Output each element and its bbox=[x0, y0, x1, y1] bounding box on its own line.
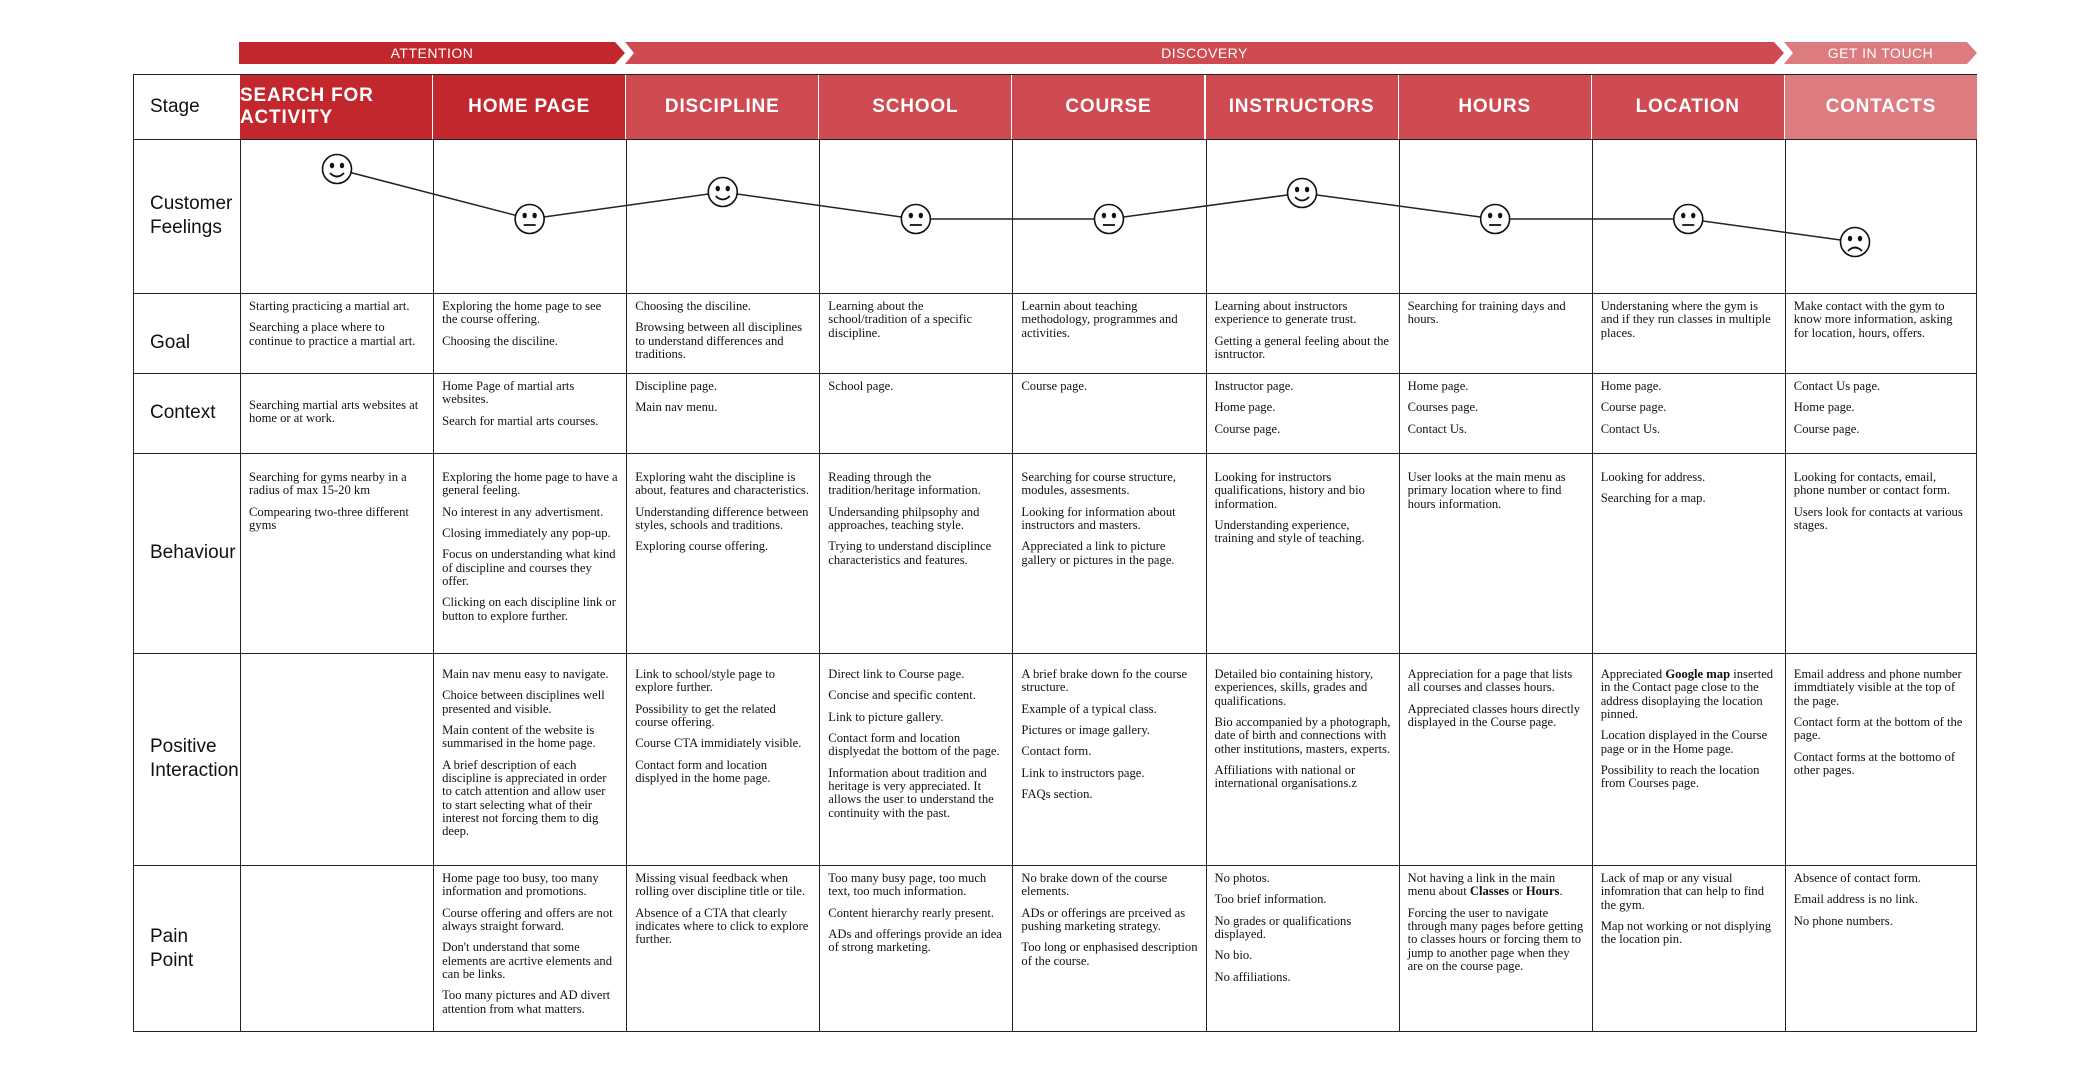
goal-item: Make contact with the gym to know more information, asking for location, hours, offers. bbox=[1793, 299, 1953, 340]
context-item: Courses page. bbox=[1407, 400, 1479, 415]
row-label-stage: Stage bbox=[150, 96, 200, 118]
context-item: Contact Us. bbox=[1407, 421, 1468, 436]
goal-item: Searching a place where to continue to practice a martial art. bbox=[249, 320, 416, 348]
feelings-row bbox=[240, 139, 1978, 293]
positive-cell-8 bbox=[1785, 653, 1978, 865]
context-cell-2 bbox=[626, 373, 819, 453]
stage-header-4: COURSE bbox=[1012, 75, 1205, 139]
pain-item: Content hierarchy rearly present. bbox=[828, 905, 995, 920]
context-item: Searching martial arts websites at home or at work. bbox=[249, 398, 419, 426]
positive-cell-1 bbox=[433, 653, 626, 865]
goal-cell-8 bbox=[1785, 293, 1978, 373]
feelings-line bbox=[337, 169, 1855, 242]
behaviour-cell-2 bbox=[626, 453, 819, 653]
behaviour-item: Exploring the home page to have a general feeling. bbox=[442, 470, 618, 498]
row-divider bbox=[134, 139, 1976, 140]
pain-cell-1 bbox=[433, 865, 626, 1033]
behaviour-item: Exploring waht the discipline is about, features and characteristics. bbox=[635, 470, 809, 498]
stage-header-7: LOCATION bbox=[1592, 75, 1785, 139]
behaviour-item: Searching for course structure, modules, assesments. bbox=[1021, 470, 1176, 498]
goal-cell-6 bbox=[1399, 293, 1592, 373]
behaviour-cell-7 bbox=[1592, 453, 1785, 653]
behaviour-item: Users look for contacts at various stages. bbox=[1793, 504, 1963, 533]
context-item: Home page. bbox=[1600, 379, 1662, 393]
positive-cell-7 bbox=[1592, 653, 1785, 865]
phase-bar bbox=[239, 42, 1977, 64]
row-label-positive: Positive Interaction bbox=[150, 736, 239, 781]
goal-cell-3 bbox=[819, 293, 1012, 373]
pain-item: Absence of a CTA that clearly indicates where to click to explore further. bbox=[635, 905, 809, 947]
positive-item: Link to instructors page. bbox=[1021, 765, 1145, 780]
pain-cell-8 bbox=[1785, 865, 1978, 1033]
positive-item: A brief brake down fo the course structure. bbox=[1021, 667, 1188, 695]
positive-item: Choice between disciplines well presented and visible. bbox=[442, 688, 605, 716]
behaviour-item: Looking for contacts, email, phone number or contact form. bbox=[1793, 470, 1951, 498]
behaviour-item: Looking for information about instructors and masters. bbox=[1021, 504, 1176, 533]
pain-item: Home page too busy, too many information and promotions. bbox=[442, 871, 599, 899]
phase-attention-label: ATTENTION bbox=[390, 45, 474, 61]
behaviour-cell-1 bbox=[433, 453, 626, 653]
positive-item: Course CTA immidiately visible. bbox=[635, 736, 802, 751]
face-happy-icon bbox=[708, 178, 737, 207]
context-item: Course page. bbox=[1793, 421, 1860, 436]
positive-item: Possibility to reach the location from Courses page. bbox=[1600, 763, 1760, 791]
positive-item: Affiliations with national or international organisations.z bbox=[1214, 763, 1357, 791]
behaviour-item: Understanding difference between styles, schools and traditions. bbox=[635, 504, 809, 533]
positive-item: Possibility to get the related course offering. bbox=[635, 701, 776, 730]
goal-cell-1 bbox=[433, 293, 626, 373]
positive-item: Contact form at the bottom of the page. bbox=[1793, 715, 1963, 743]
behaviour-item: Understanding experience, training and style of teaching. bbox=[1214, 518, 1365, 546]
context-item: Search for martial arts courses. bbox=[442, 413, 599, 428]
stage-header-8: CONTACTS bbox=[1785, 75, 1978, 139]
behaviour-cell-8 bbox=[1785, 453, 1978, 653]
behaviour-item: Appreciated a link to picture gallery or pictures in the page. bbox=[1021, 539, 1175, 567]
positive-item: Detailed bio containing history, experiences, skills, grades and qualifications. bbox=[1214, 667, 1374, 708]
behaviour-item: User looks at the main menu as primary location where to find hours information. bbox=[1407, 470, 1566, 511]
context-cell-1 bbox=[433, 373, 626, 453]
pain-cell-0 bbox=[240, 865, 433, 1033]
pain-item: Absence of contact form. bbox=[1793, 871, 1922, 885]
context-cell-3 bbox=[819, 373, 1012, 453]
behaviour-item: No interest in any advertisment. bbox=[442, 504, 604, 519]
positive-item: Contact form. bbox=[1021, 744, 1092, 759]
positive-item: FAQs section. bbox=[1021, 787, 1093, 802]
face-neutral-icon bbox=[1481, 205, 1510, 234]
positive-item: Link to picture gallery. bbox=[828, 709, 944, 724]
context-cell-4 bbox=[1012, 373, 1205, 453]
feelings-curve bbox=[240, 139, 1978, 293]
pain-item: ADs and offerings provide an idea of strong marketing. bbox=[828, 927, 1002, 955]
row-label-goal: Goal bbox=[150, 332, 191, 354]
positive-item: Pictures or image gallery. bbox=[1021, 723, 1150, 738]
stage-header-3: SCHOOL bbox=[819, 75, 1012, 139]
context-cell-7 bbox=[1592, 373, 1785, 453]
pain-cell-2 bbox=[626, 865, 819, 1033]
context-item: Instructor page. bbox=[1214, 379, 1294, 393]
context-item: Course page. bbox=[1214, 421, 1281, 436]
positive-item: Concise and specific content. bbox=[828, 688, 976, 703]
pain-item: Missing visual feedback when rolling over discipline title or tile. bbox=[635, 871, 806, 899]
context-item: Home Page of martial arts websites. bbox=[442, 379, 575, 407]
pain-item: Don't understand that some elements are acrtive elements and can be links. bbox=[442, 940, 613, 982]
positive-item: Main nav menu easy to navigate. bbox=[442, 667, 609, 681]
positive-cell-4 bbox=[1012, 653, 1205, 865]
stage-header-5: INSTRUCTORS bbox=[1206, 75, 1399, 139]
positive-item: Appreciated Google map inserted in the Contact page close to the address disoplaying the location pinned. bbox=[1600, 667, 1774, 722]
goal-cell-4 bbox=[1012, 293, 1205, 373]
pain-item: Email address is no link. bbox=[1793, 892, 1918, 907]
stage-header-1: HOME PAGE bbox=[433, 75, 626, 139]
pain-item: Forcing the user to navigate through many pages before getting to classes hours or forcing them to jump to another page when they are on the course page. bbox=[1407, 905, 1584, 974]
positive-item: Link to school/style page to explore further. bbox=[635, 667, 776, 695]
behaviour-item: Searching for a map. bbox=[1600, 491, 1706, 506]
behaviour-item: Focus on understanding what kind of discipline and courses they offer. bbox=[442, 547, 616, 589]
positive-item: A brief description of each discipline is appreciated in order to catch attention and allow user to start selecting what of their interest not forcing them to dig deep. bbox=[442, 757, 607, 839]
positive-item: Email address and phone number immdtiately visible at the top of the page. bbox=[1793, 667, 1962, 708]
behaviour-item: Searching for gyms nearby in a radius of max 15-20 km bbox=[249, 470, 407, 498]
context-cell-5 bbox=[1206, 373, 1399, 453]
positive-item: Contact forms at the bottomo of other pages. bbox=[1793, 749, 1956, 778]
pain-cell-4 bbox=[1012, 865, 1205, 1033]
context-item: Course page. bbox=[1021, 379, 1088, 393]
behaviour-item: Closing immediately any pop-up. bbox=[442, 526, 611, 541]
context-item: Main nav menu. bbox=[635, 400, 718, 415]
row-label-pain: Pain Point bbox=[150, 926, 194, 971]
positive-item: Appreciation for a page that lists all courses and classes hours. bbox=[1407, 667, 1573, 695]
goal-item: Understaning where the gym is and if they run classes in multiple places. bbox=[1600, 299, 1771, 340]
positive-item: Contact form and location displyed in the home page. bbox=[635, 757, 771, 786]
positive-cell-2 bbox=[626, 653, 819, 865]
behaviour-item: Looking for instructors qualifications, history and bio information. bbox=[1214, 470, 1365, 511]
pain-item: Too brief information. bbox=[1214, 892, 1327, 907]
positive-item: Contact form and location displyedat the bottom of the page. bbox=[828, 731, 1000, 759]
goal-item: Learning about the school/tradition of a specific discipline. bbox=[828, 299, 973, 340]
goal-cell-0 bbox=[240, 293, 433, 373]
positive-cell-0 bbox=[240, 653, 433, 865]
positive-item: Information about tradition and heritage is very appreciated. It allows the user to understand the continuity with the past. bbox=[828, 765, 994, 820]
pain-cell-3 bbox=[819, 865, 1012, 1033]
pain-item: Too many busy page, too much text, too much information. bbox=[828, 871, 987, 899]
context-item: Contact Us. bbox=[1600, 421, 1661, 436]
behaviour-cell-6 bbox=[1399, 453, 1592, 653]
context-item: Home page. bbox=[1793, 400, 1855, 415]
goal-item: Learning about instructors experience to generate trust. bbox=[1214, 299, 1357, 327]
context-item: Discipline page. bbox=[635, 379, 718, 393]
behaviour-item: Looking for address. bbox=[1600, 470, 1706, 484]
pain-item: No brake down of the course elements. bbox=[1021, 871, 1168, 899]
positive-item: Main content of the website is summarised in the home page. bbox=[442, 723, 596, 751]
context-item: Home page. bbox=[1214, 400, 1276, 415]
pain-cell-6 bbox=[1399, 865, 1592, 1033]
goal-item: Getting a general feeling about the isntructor. bbox=[1214, 333, 1389, 362]
face-neutral-icon bbox=[901, 205, 930, 234]
context-cell-8 bbox=[1785, 373, 1978, 453]
pain-cell-5 bbox=[1206, 865, 1399, 1033]
goal-cell-2 bbox=[626, 293, 819, 373]
face-neutral-icon bbox=[1674, 205, 1703, 234]
context-item: School page. bbox=[828, 379, 894, 393]
pain-item: Not having a link in the main menu about Classes or Hours. bbox=[1407, 871, 1563, 899]
behaviour-item: Compearing two-three different gyms bbox=[249, 504, 409, 533]
goal-item: Learnin about teaching methodology, programmes and activities. bbox=[1021, 299, 1178, 340]
positive-cell-5 bbox=[1206, 653, 1399, 865]
goal-cell-5 bbox=[1206, 293, 1399, 373]
pain-item: No bio. bbox=[1214, 948, 1253, 963]
context-item: Contact Us page. bbox=[1793, 379, 1881, 393]
goal-item: Choosing the disciline. bbox=[635, 299, 751, 313]
positive-item: Location displayed in the Course page or in the Home page. bbox=[1600, 728, 1768, 756]
positive-cell-3 bbox=[819, 653, 1012, 865]
behaviour-cell-4 bbox=[1012, 453, 1205, 653]
pain-item: Too many pictures and AD divert attention from what matters. bbox=[442, 988, 611, 1016]
pain-item: Map not working or not displying the location pin. bbox=[1600, 919, 1772, 947]
stage-header-2: DISCIPLINE bbox=[626, 75, 819, 139]
positive-item: Appreciated classes hours directly displayed in the Course page. bbox=[1407, 701, 1580, 730]
row-label-feelings: Customer Feelings bbox=[150, 193, 233, 238]
pain-item: ADs or offerings are prceived as pushing marketing strategy. bbox=[1021, 905, 1186, 934]
context-cell-0 bbox=[240, 373, 433, 453]
behaviour-item: Reading through the tradition/heritage information. bbox=[828, 470, 981, 498]
row-label-behaviour: Behaviour bbox=[150, 542, 236, 564]
stage-header-0: SEARCH FOR ACTIVITY bbox=[240, 75, 433, 139]
positive-cell-6 bbox=[1399, 653, 1592, 865]
pain-item: No grades or qualifications displayed. bbox=[1214, 913, 1352, 942]
positive-item: Bio accompanied by a photograph, date of birth and connections with other institutions, masters, experts. bbox=[1214, 715, 1391, 756]
phase-discovery-label: DISCOVERY bbox=[1161, 45, 1248, 61]
behaviour-item: Undersanding philpsophy and approaches, teaching style. bbox=[828, 504, 980, 533]
goal-item: Choosing the disciline. bbox=[442, 333, 558, 348]
behaviour-item: Exploring course offering. bbox=[635, 539, 769, 554]
behaviour-item: Trying to understand disciplince characteristics and features. bbox=[828, 539, 992, 567]
pain-item: No affiliations. bbox=[1214, 969, 1291, 984]
goal-cell-7 bbox=[1592, 293, 1785, 373]
behaviour-cell-3 bbox=[819, 453, 1012, 653]
face-happy-icon bbox=[1288, 179, 1317, 208]
face-sad-icon bbox=[1841, 228, 1870, 257]
pain-item: Lack of map or any visual infomration that can help to find the gym. bbox=[1600, 871, 1765, 912]
positive-item: Example of a typical class. bbox=[1021, 701, 1157, 716]
behaviour-cell-0 bbox=[240, 453, 433, 653]
goal-item: Searching for training days and hours. bbox=[1407, 299, 1566, 327]
goal-item: Browsing between all disciplines to understand differences and traditions. bbox=[635, 320, 803, 362]
context-cell-6 bbox=[1399, 373, 1592, 453]
pain-item: No phone numbers. bbox=[1793, 913, 1893, 928]
journey-map-grid bbox=[133, 74, 1977, 1032]
row-label-context: Context bbox=[150, 402, 216, 424]
behaviour-item: Clicking on each discipline link or button to explore further. bbox=[442, 595, 616, 623]
face-neutral-icon bbox=[515, 205, 544, 234]
pain-cell-7 bbox=[1592, 865, 1785, 1033]
context-item: Home page. bbox=[1407, 379, 1469, 393]
pain-item: Course offering and offers are not always straight forward. bbox=[442, 905, 613, 934]
context-item: Course page. bbox=[1600, 400, 1667, 415]
goal-item: Starting practicing a martial art. bbox=[249, 299, 410, 313]
stage-header-6: HOURS bbox=[1399, 75, 1592, 139]
positive-item: Direct link to Course page. bbox=[828, 667, 965, 681]
pain-item: No photos. bbox=[1214, 871, 1270, 885]
pain-item: Too long or enphasised description of the course. bbox=[1021, 940, 1198, 968]
face-neutral-icon bbox=[1094, 205, 1123, 234]
behaviour-cell-5 bbox=[1206, 453, 1399, 653]
goal-item: Exploring the home page to see the course offering. bbox=[442, 299, 602, 327]
phase-get-in-touch-label: GET IN TOUCH bbox=[1827, 45, 1934, 61]
face-happy-icon bbox=[323, 155, 352, 184]
